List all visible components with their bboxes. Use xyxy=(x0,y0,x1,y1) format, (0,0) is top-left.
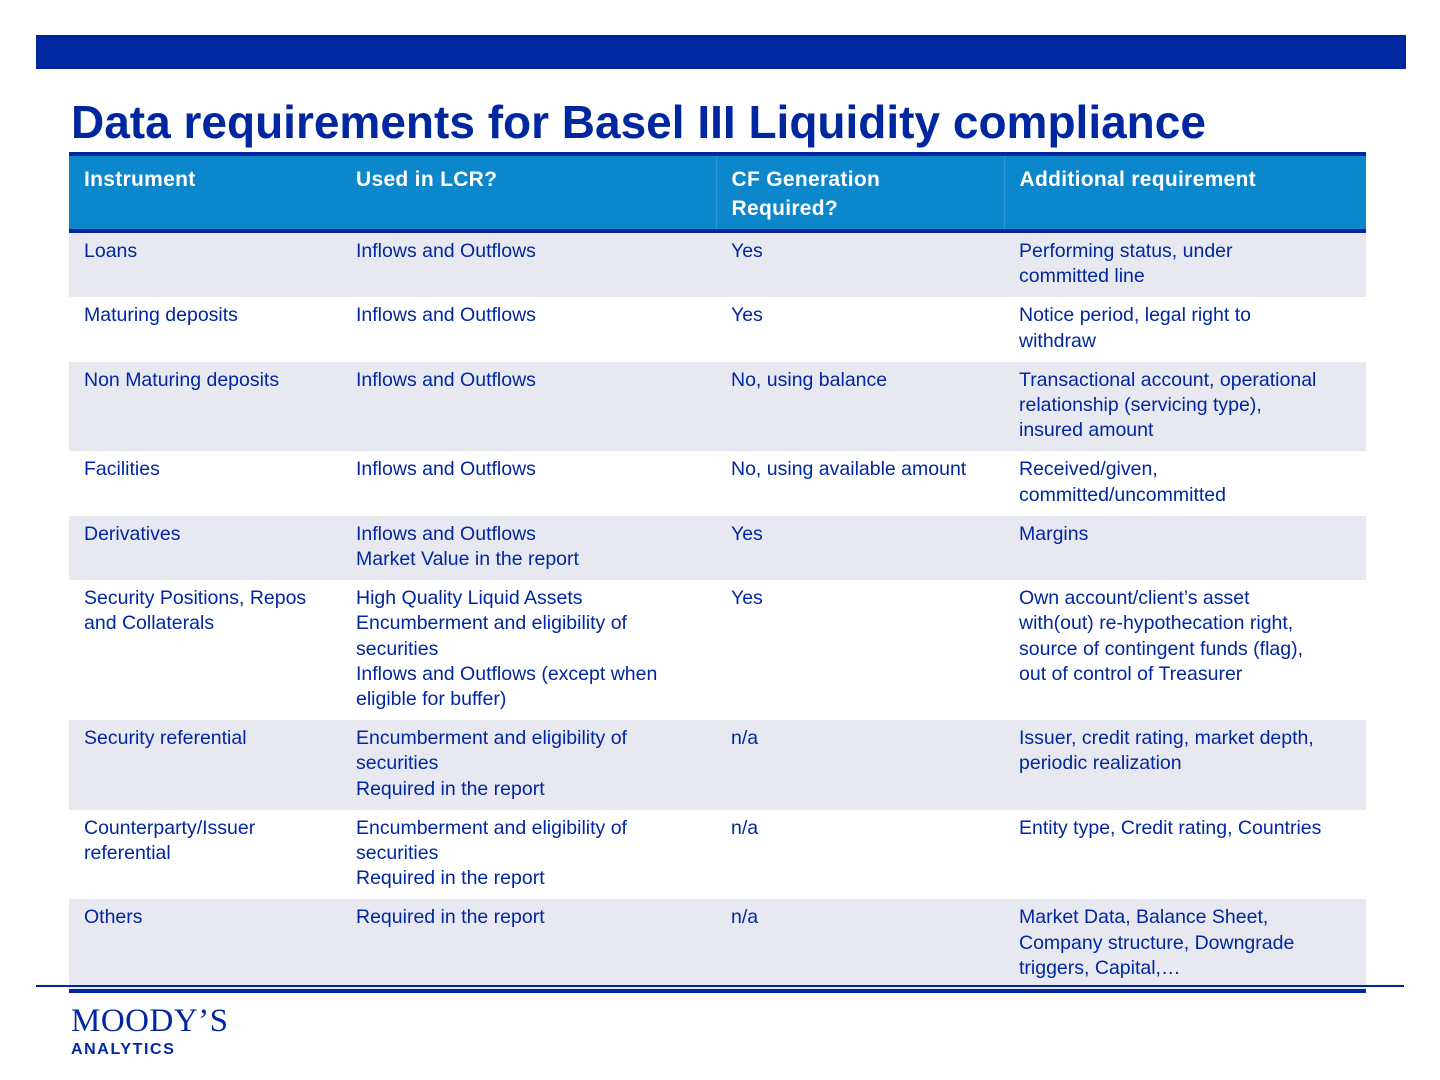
cell-text-line: Received/given, xyxy=(1019,458,1158,481)
cell-text-line: periodic realization xyxy=(1019,752,1182,775)
cell-text-line: Derivatives xyxy=(84,522,181,545)
cell-text-line: with(out) re-hypothecation right, xyxy=(1019,612,1294,635)
cell-additional-requirement xyxy=(1004,899,1366,991)
cell-text-line: Inflows and Outflows xyxy=(356,522,536,545)
cell-text-line: Notice period, legal right to xyxy=(1019,304,1251,327)
cell-additional-requirement xyxy=(1004,297,1366,361)
cell-text-line: and Collaterals xyxy=(84,612,215,635)
cell-text-line: Inflows and Outflows xyxy=(356,304,536,327)
cell-cf-generation xyxy=(716,899,1004,991)
cell-cf-generation xyxy=(716,451,1004,515)
cell-text-line: Required in the report xyxy=(356,906,545,929)
table-row xyxy=(69,899,1366,991)
cell-text-line: referential xyxy=(84,842,171,865)
cell-instrument xyxy=(69,580,341,720)
cell-additional-requirement xyxy=(1004,720,1366,810)
cell-text-line: Maturing deposits xyxy=(84,304,238,327)
header-line: Used in LCR? xyxy=(356,168,498,191)
top-banner-bar xyxy=(36,35,1406,69)
cell-additional-requirement xyxy=(1004,580,1366,720)
cell-text-line: Inflows and Outflows xyxy=(356,368,536,391)
cell-text-line: committed line xyxy=(1019,265,1145,288)
cell-cf-generation xyxy=(716,297,1004,361)
cell-used-in-lcr xyxy=(341,810,716,900)
cell-cf-generation xyxy=(716,362,1004,452)
cell-text-line: n/a xyxy=(731,727,759,750)
cell-text-line: Inflows and Outflows xyxy=(356,458,536,481)
cell-text-line: Encumberment and eligibility of xyxy=(356,612,627,635)
cell-text-line: Company structure, Downgrade xyxy=(1019,931,1295,954)
cell-text-line: source of contingent funds (flag), xyxy=(1019,637,1303,660)
cell-text-line: Yes xyxy=(731,522,763,545)
cell-used-in-lcr xyxy=(341,720,716,810)
cell-text-line: Security Positions, Repos xyxy=(84,587,307,610)
requirements-table xyxy=(69,152,1366,993)
cell-cf-generation xyxy=(716,516,1004,580)
cell-instrument xyxy=(69,516,341,580)
cell-text-line: Non Maturing deposits xyxy=(84,368,280,391)
cell-instrument xyxy=(69,720,341,810)
cell-instrument xyxy=(69,231,341,297)
cell-text-line: Entity type, Credit rating, Countries xyxy=(1019,816,1322,839)
cell-additional-requirement xyxy=(1004,231,1366,297)
moodys-analytics-logo xyxy=(71,1003,229,1059)
cell-text-line: Counterparty/Issuer xyxy=(84,816,256,839)
cell-additional-requirement xyxy=(1004,516,1366,580)
cell-text-line: High Quality Liquid Assets xyxy=(356,587,583,610)
cell-instrument xyxy=(69,451,341,515)
cell-text-line: securities xyxy=(356,842,439,865)
cell-used-in-lcr xyxy=(341,899,716,991)
cell-used-in-lcr xyxy=(341,362,716,452)
page-title: Data requirements for Basel III Liquidity compliance xyxy=(71,96,1206,148)
header-line: Required? xyxy=(731,197,839,220)
table-row xyxy=(69,580,1366,720)
table-row xyxy=(69,231,1366,297)
cell-text-line: Inflows and Outflows (except when xyxy=(356,662,658,685)
cell-text-line: Security referential xyxy=(84,727,247,750)
cell-text-line: insured amount xyxy=(1019,419,1154,442)
cell-text-line: Others xyxy=(84,906,143,929)
cell-used-in-lcr xyxy=(341,516,716,580)
header-additional-requirement xyxy=(1004,154,1366,231)
cell-text-line: withdraw xyxy=(1019,329,1096,352)
cell-used-in-lcr xyxy=(341,580,716,720)
cell-text-line: securities xyxy=(356,752,439,775)
cell-instrument xyxy=(69,899,341,991)
cell-text-line: out of control of Treasurer xyxy=(1019,662,1243,685)
cell-cf-generation xyxy=(716,580,1004,720)
cell-text-line: Required in the report xyxy=(356,867,545,890)
cell-text-line: Required in the report xyxy=(356,777,545,800)
cell-text-line: No, using available amount xyxy=(731,458,967,481)
cell-additional-requirement xyxy=(1004,362,1366,452)
table-header-row xyxy=(69,154,1366,231)
cell-instrument xyxy=(69,810,341,900)
cell-cf-generation xyxy=(716,231,1004,297)
cell-additional-requirement xyxy=(1004,451,1366,515)
header-cf-generation xyxy=(716,154,1004,231)
cell-text-line: Yes xyxy=(731,587,763,610)
cell-text-line: Loans xyxy=(84,240,138,262)
cell-text-line: triggers, Capital,… xyxy=(1019,956,1181,979)
cell-text-line: relationship (servicing type), xyxy=(1019,394,1262,417)
cell-text-line: Own account/client’s asset xyxy=(1019,587,1250,610)
header-used-in-lcr xyxy=(341,154,716,231)
cell-text-line: Transactional account, operational xyxy=(1019,368,1317,391)
header-line: Instrument xyxy=(84,168,196,191)
table-row xyxy=(69,516,1366,580)
cell-text-line: n/a xyxy=(731,906,759,929)
cell-text-line: Margins xyxy=(1019,522,1089,545)
cell-text-line: Encumberment and eligibility of xyxy=(356,727,627,750)
cell-text-line: committed/uncommitted xyxy=(1019,483,1226,506)
cell-text-line: Performing status, under xyxy=(1019,240,1233,262)
cell-additional-requirement xyxy=(1004,810,1366,900)
header-line: CF Generation xyxy=(731,168,881,191)
cell-text-line: Issuer, credit rating, market depth, xyxy=(1019,727,1314,750)
header-line: Additional requirement xyxy=(1019,168,1256,191)
cell-text-line: securities xyxy=(356,637,439,660)
cell-used-in-lcr xyxy=(341,451,716,515)
cell-text-line: No, using balance xyxy=(731,368,888,391)
cell-text-line: Yes xyxy=(731,240,763,262)
requirements-table-container xyxy=(69,152,1366,993)
cell-text-line: Market Value in the report xyxy=(356,548,579,571)
logo-wordmark: MOODY’S xyxy=(71,1003,229,1039)
cell-cf-generation xyxy=(716,810,1004,900)
cell-instrument xyxy=(69,362,341,452)
cell-used-in-lcr xyxy=(341,297,716,361)
footer-divider xyxy=(36,985,1404,987)
table-row xyxy=(69,810,1366,900)
cell-text-line: Market Data, Balance Sheet, xyxy=(1019,906,1269,929)
cell-instrument xyxy=(69,297,341,361)
table-row xyxy=(69,720,1366,810)
table-row xyxy=(69,362,1366,452)
logo-subtitle: ANALYTICS xyxy=(71,1041,176,1058)
cell-cf-generation xyxy=(716,720,1004,810)
table-row xyxy=(69,451,1366,515)
cell-text-line: Inflows and Outflows xyxy=(356,240,536,262)
header-instrument xyxy=(69,154,341,231)
cell-text-line: Facilities xyxy=(84,458,160,481)
cell-text-line: Encumberment and eligibility of xyxy=(356,816,627,839)
cell-used-in-lcr xyxy=(341,231,716,297)
cell-text-line: eligible for buffer) xyxy=(356,688,507,711)
table-row xyxy=(69,297,1366,361)
cell-text-line: n/a xyxy=(731,816,759,839)
cell-text-line: Yes xyxy=(731,304,763,327)
